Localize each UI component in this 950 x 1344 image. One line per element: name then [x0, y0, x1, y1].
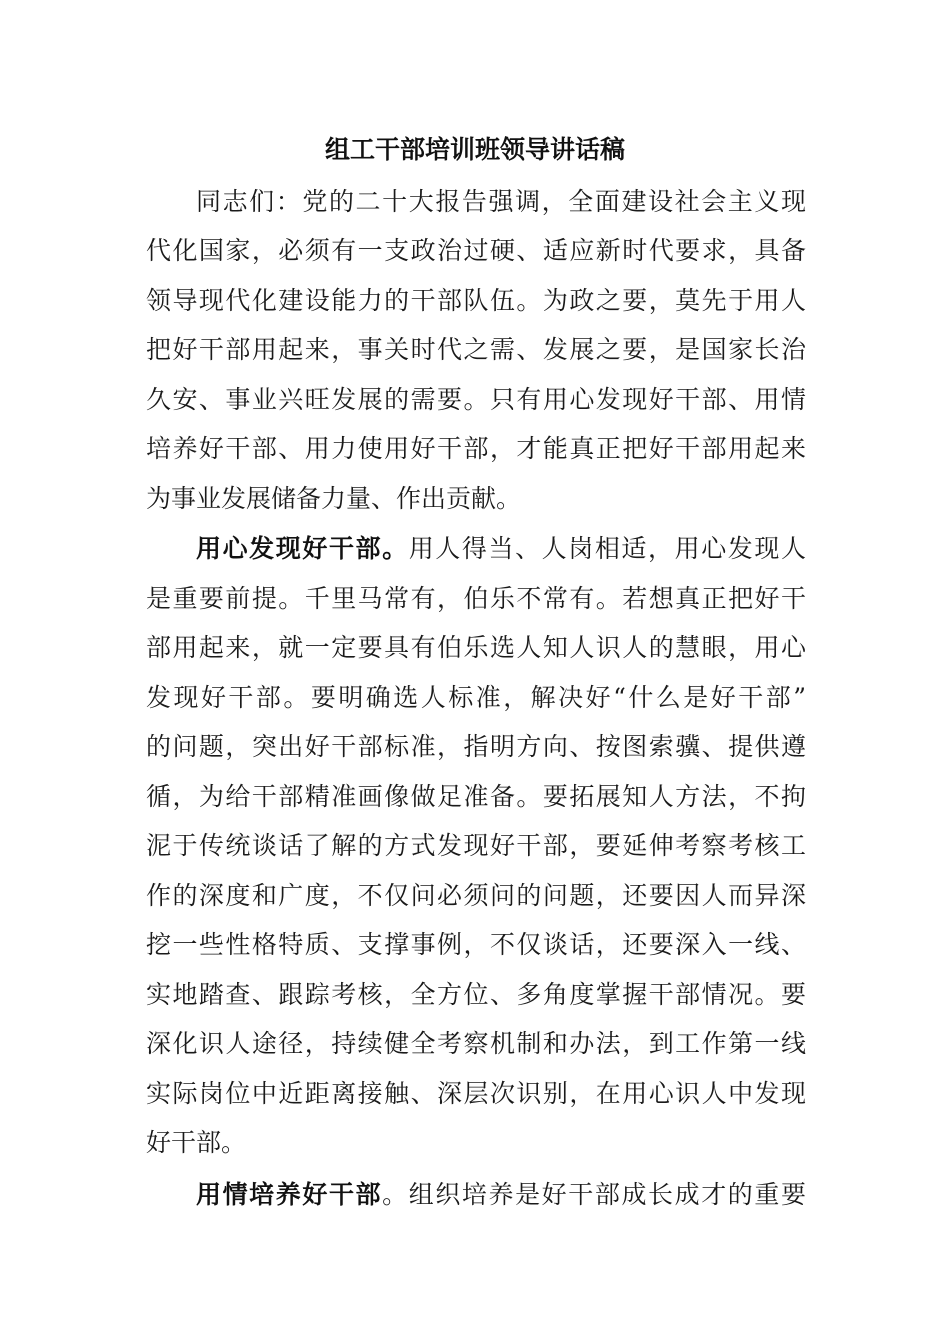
- paragraph-2-line-3: 部用起来，就一定要具有伯乐选人知人识人的慧眼，用心: [146, 633, 806, 662]
- paragraph-2-line-6: 循，为给干部精准画像做足准备。要拓展知人方法，不拘: [146, 782, 806, 811]
- paragraph-3-line-1: [196, 1175, 806, 1215]
- paragraph-2-line-1: [196, 529, 806, 569]
- section-heading-discover: 用心发现好干部。: [196, 534, 409, 563]
- section-heading-cultivate: 用情培养好干部: [196, 1180, 383, 1209]
- paragraph-2-line-10: 实地踏查、跟踪考核，全方位、多角度掌握干部情况。要: [146, 980, 806, 1009]
- paragraph-3-line-1-text: 。组织培养是好干部成长成才的重要: [382, 1180, 806, 1209]
- paragraph-1-line-4: 把好干部用起来，事关时代之需、发展之要，是国家长治: [146, 335, 806, 364]
- paragraph-2-line-11: 深化识人途径，持续健全考察机制和办法，到工作第一线: [146, 1029, 806, 1058]
- paragraph-1-line-7: 为事业发展储备力量、作出贡献。: [146, 484, 522, 513]
- paragraph-1-line-5: 久安、事业兴旺发展的需要。只有用心发现好干部、用情: [146, 385, 806, 414]
- paragraph-2-line-9: 挖一些性格特质、支撑事例，不仅谈话，还要深入一线、: [146, 930, 806, 959]
- paragraph-2-line-13: 好干部。: [146, 1128, 247, 1157]
- paragraph-2-line-5: 的问题，突出好干部标准，指明方向、按图索骥、提供遵: [146, 732, 806, 761]
- paragraph-1-line-6: 培养好干部、用力使用好干部，才能真正把好干部用起来: [146, 434, 806, 463]
- paragraph-2-line-2: 是重要前提。千里马常有，伯乐不常有。若想真正把好干: [146, 584, 806, 613]
- paragraph-2-line-8: 作的深度和广度，不仅问必须问的问题，还要因人而异深: [146, 881, 806, 910]
- paragraph-1-line-2: 代化国家，必须有一支政治过硬、适应新时代要求，具备: [146, 236, 806, 265]
- paragraph-1-line-1: 同志们：党的二十大报告强调，全面建设社会主义现: [196, 187, 806, 216]
- paragraph-2-line-7: 泥于传统谈话了解的方式发现好干部，要延伸考察考核工: [146, 831, 806, 860]
- paragraph-2-line-4: 发现好干部。要明确选人标准，解决好“什么是好干部”: [146, 683, 806, 712]
- paragraph-1-line-3: 领导现代化建设能力的干部队伍。为政之要，莫先于用人: [146, 286, 806, 315]
- paragraph-2-line-1-text: 用人得当、人岗相适，用心发现人: [408, 534, 806, 563]
- document-title: 组工干部培训班领导讲话稿: [324, 135, 625, 164]
- paragraph-2-line-12: 实际岗位中近距离接触、深层次识别，在用心识人中发现: [146, 1079, 806, 1108]
